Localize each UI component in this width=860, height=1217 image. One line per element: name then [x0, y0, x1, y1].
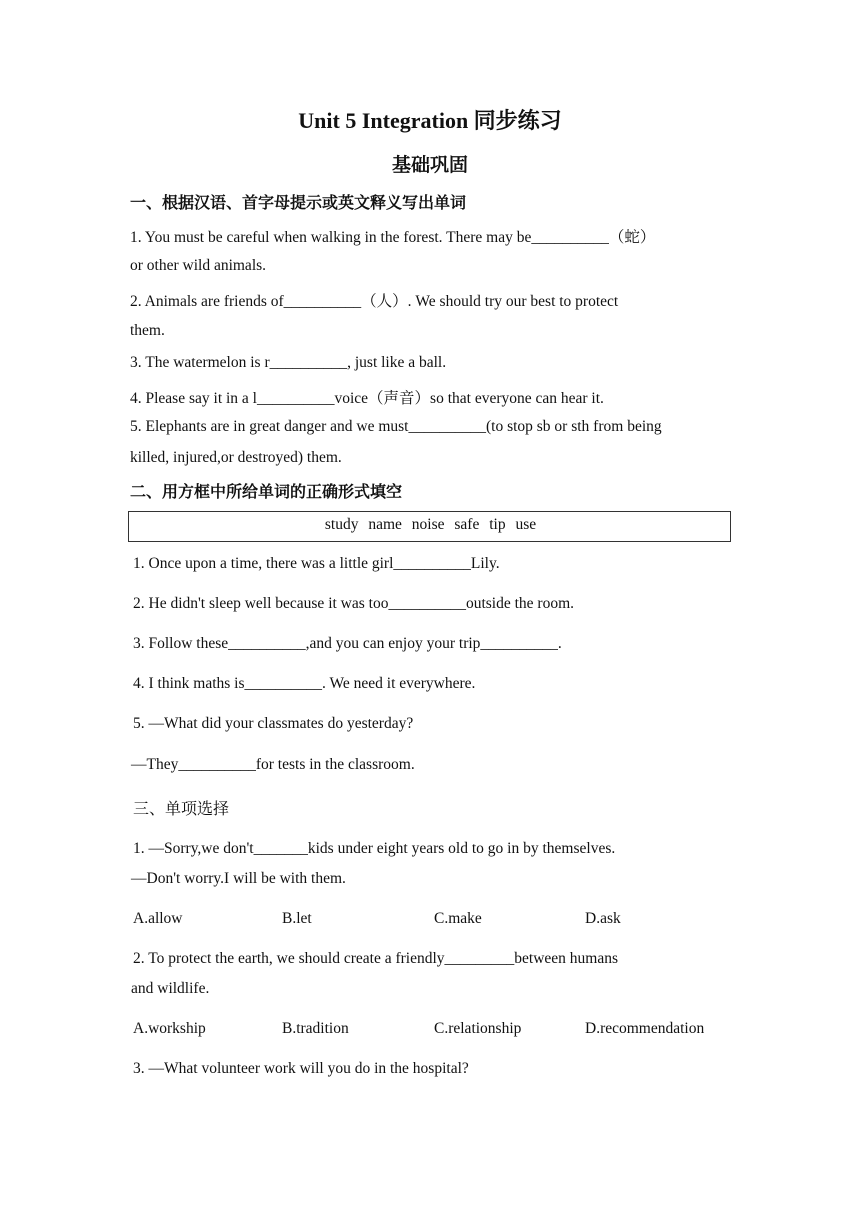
part1-line: 2. Animals are friends of__________（人）. We should try our best to protect [130, 293, 619, 310]
q1-option-a: A.allow [133, 910, 183, 927]
q2-option-c: C.relationship [434, 1020, 522, 1037]
part1-line: killed, injured,or destroyed) them. [130, 449, 342, 466]
section-2-heading: 二、用方框中所给单词的正确形式填空 [130, 482, 403, 501]
section-3-heading: 三、单项选择 [133, 799, 230, 818]
word-box-words: study name noise safe tip use [324, 516, 537, 533]
part1-line: or other wild animals. [130, 257, 267, 274]
part2-line: 3. Follow these__________,and you can enjoy your trip__________. [133, 635, 562, 652]
part2-line: 4. I think maths is__________. We need it everywhere. [133, 675, 476, 692]
q2-stem: 2. To protect the earth, we should create a friendly_________between humans [133, 950, 619, 967]
q2-option-d: D.recommendation [585, 1020, 705, 1037]
q2-option-a: A.workship [133, 1020, 206, 1037]
part1-line: them. [130, 322, 165, 339]
page-title: Unit 5 Integration 同步练习 [298, 108, 562, 133]
part1-line: 4. Please say it in a l__________voice（声音）so that everyone can hear it. [130, 390, 604, 407]
q2-stem-cont: and wildlife. [131, 980, 210, 997]
q2-option-b: B.tradition [282, 1020, 349, 1037]
part2-line: —They__________for tests in the classroom. [131, 756, 415, 773]
q1-stem: 1. —Sorry,we don't_______kids under eight years old to go in by themselves. [133, 840, 616, 857]
q1-reply: —Don't worry.I will be with them. [131, 870, 346, 887]
word-box [128, 511, 731, 542]
q1-option-d: D.ask [585, 910, 621, 927]
part1-line: 3. The watermelon is r__________, just like a ball. [130, 354, 447, 371]
q1-option-b: B.let [282, 910, 312, 927]
part2-line: 5. —What did your classmates do yesterday? [133, 715, 414, 732]
part2-line: 1. Once upon a time, there was a little girl__________Lily. [133, 555, 500, 572]
q3-stem: 3. —What volunteer work will you do in the hospital? [133, 1060, 469, 1077]
section-1-heading: 一、根据汉语、首字母提示或英文释义写出单词 [130, 193, 467, 212]
page-subtitle: 基础巩固 [391, 154, 468, 176]
part1-line: 5. Elephants are in great danger and we must__________(to stop sb or sth from being [130, 418, 662, 435]
q1-option-c: C.make [434, 910, 482, 927]
part2-line: 2. He didn't sleep well because it was too__________outside the room. [133, 595, 575, 612]
part1-line: 1. You must be careful when walking in the forest. There may be__________（蛇） [130, 229, 656, 246]
